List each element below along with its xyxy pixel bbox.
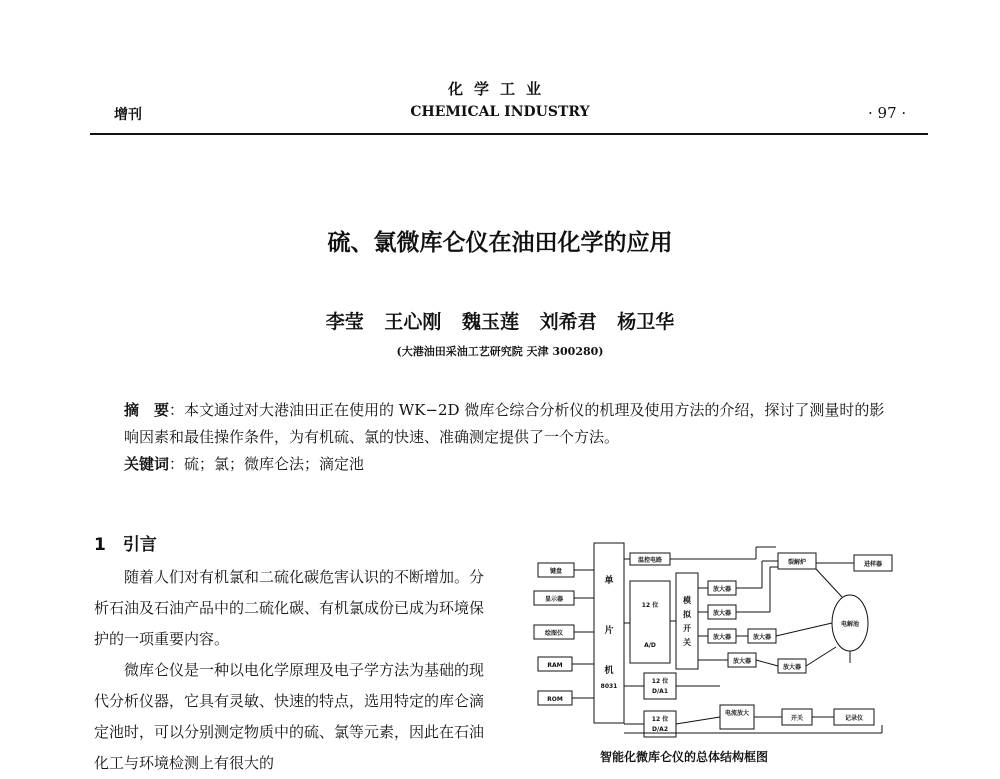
journal-name-cn: 化学工业 bbox=[447, 80, 552, 98]
keywords-label: 关键词 bbox=[124, 455, 170, 473]
abstract-text: ：本文通过对大港油田正在使用的 WK−2D 微库仑综合分析仪的机理及使用方法的介绍，探讨了测量时的影响因素和最佳操作条件，为有机硫、氯的快速、准确测定提供了一个方法。 bbox=[124, 401, 885, 446]
label-display: 显示器 bbox=[544, 596, 564, 603]
label-mux-4: 关 bbox=[683, 638, 691, 647]
label-amp-3: 放大器 bbox=[712, 634, 732, 641]
header-rule bbox=[90, 133, 928, 135]
label-adc-2: A/D bbox=[644, 642, 656, 649]
current-amp-block bbox=[720, 705, 754, 729]
label-cpu-2: 片 bbox=[604, 626, 614, 636]
section-heading: 1 引言 bbox=[94, 535, 157, 555]
label-plotter: 绘图仪 bbox=[544, 630, 564, 637]
paragraph-1: 随着人们对有机氯和二硫化碳危害认识的不断增加。分析石油及石油产品中的二硫化碳、有机氯成份已成为环境保护的一项重要内容。 bbox=[94, 568, 485, 648]
block-diagram bbox=[526, 523, 902, 749]
label-amp-5: 放大器 bbox=[732, 658, 752, 665]
label-amp-2: 放大器 bbox=[712, 610, 732, 617]
label-current-amp: 电流放大 bbox=[724, 710, 750, 717]
label-recorder: 记录仪 bbox=[844, 715, 864, 722]
label-amp-6: 放大器 bbox=[782, 664, 802, 671]
label-dac2-2: D/A2 bbox=[652, 726, 668, 733]
issue-type: 增刊 bbox=[114, 107, 142, 123]
label-amp-1: 放大器 bbox=[712, 586, 732, 593]
label-temp-control: 温控电路 bbox=[637, 557, 663, 564]
figure-caption: 智能化微库仑仪的总体结构框图 bbox=[600, 750, 769, 764]
label-mux-2: 拟 bbox=[683, 610, 691, 619]
label-cpu-3: 机 bbox=[604, 666, 614, 676]
journal-name-en: CHEMICAL INDUSTRY bbox=[410, 104, 590, 120]
label-cpu: 单 bbox=[604, 576, 614, 586]
section-body bbox=[94, 562, 484, 779]
label-keyboard: 键盘 bbox=[549, 568, 563, 575]
label-dac1-2: D/A1 bbox=[652, 688, 668, 695]
label-rom: ROM bbox=[547, 696, 563, 703]
abstract-label: 摘 要 bbox=[124, 401, 170, 419]
label-switch: 开关 bbox=[790, 715, 804, 722]
keywords-text: ：硫；氯；微库仑法；滴定池 bbox=[169, 455, 365, 473]
keywords bbox=[124, 453, 364, 474]
paragraph-2: 微库仑仪是一种以电化学原理及电子学方法为基础的现代分析仪器，它具有灵敏、快速的特点，选用特定的库仑滴定池时，可以分别测定物质中的硫、氯等元素，因此在石油化工与环境检测上有很大的 bbox=[94, 661, 485, 772]
mux-block bbox=[676, 573, 698, 669]
label-cpu-4: 8031 bbox=[600, 683, 618, 690]
label-sampler: 进样器 bbox=[863, 561, 883, 568]
label-dac1: 12 位 bbox=[651, 678, 669, 685]
abstract bbox=[124, 397, 894, 451]
label-amp-4: 放大器 bbox=[752, 634, 772, 641]
adc-block bbox=[630, 581, 670, 663]
label-furnace: 裂解炉 bbox=[787, 559, 807, 566]
label-mux-3: 开 bbox=[683, 624, 691, 633]
label-adc: 12 位 bbox=[641, 602, 659, 609]
affiliation: (大港油田采油工艺研究院 天津 300280) bbox=[396, 345, 604, 358]
label-mux: 模 bbox=[683, 596, 691, 605]
article-title: 硫、氯微库仑仪在油田化学的应用 bbox=[327, 230, 673, 256]
page-number: · 97 · bbox=[868, 104, 907, 122]
label-ram: RAM bbox=[547, 662, 563, 669]
label-dac2: 12 位 bbox=[651, 716, 669, 723]
label-cell: 电解池 bbox=[840, 621, 860, 628]
dac1-block bbox=[644, 673, 676, 699]
author-list: 李莹 王心刚 魏玉莲 刘希君 杨卫华 bbox=[325, 311, 675, 333]
